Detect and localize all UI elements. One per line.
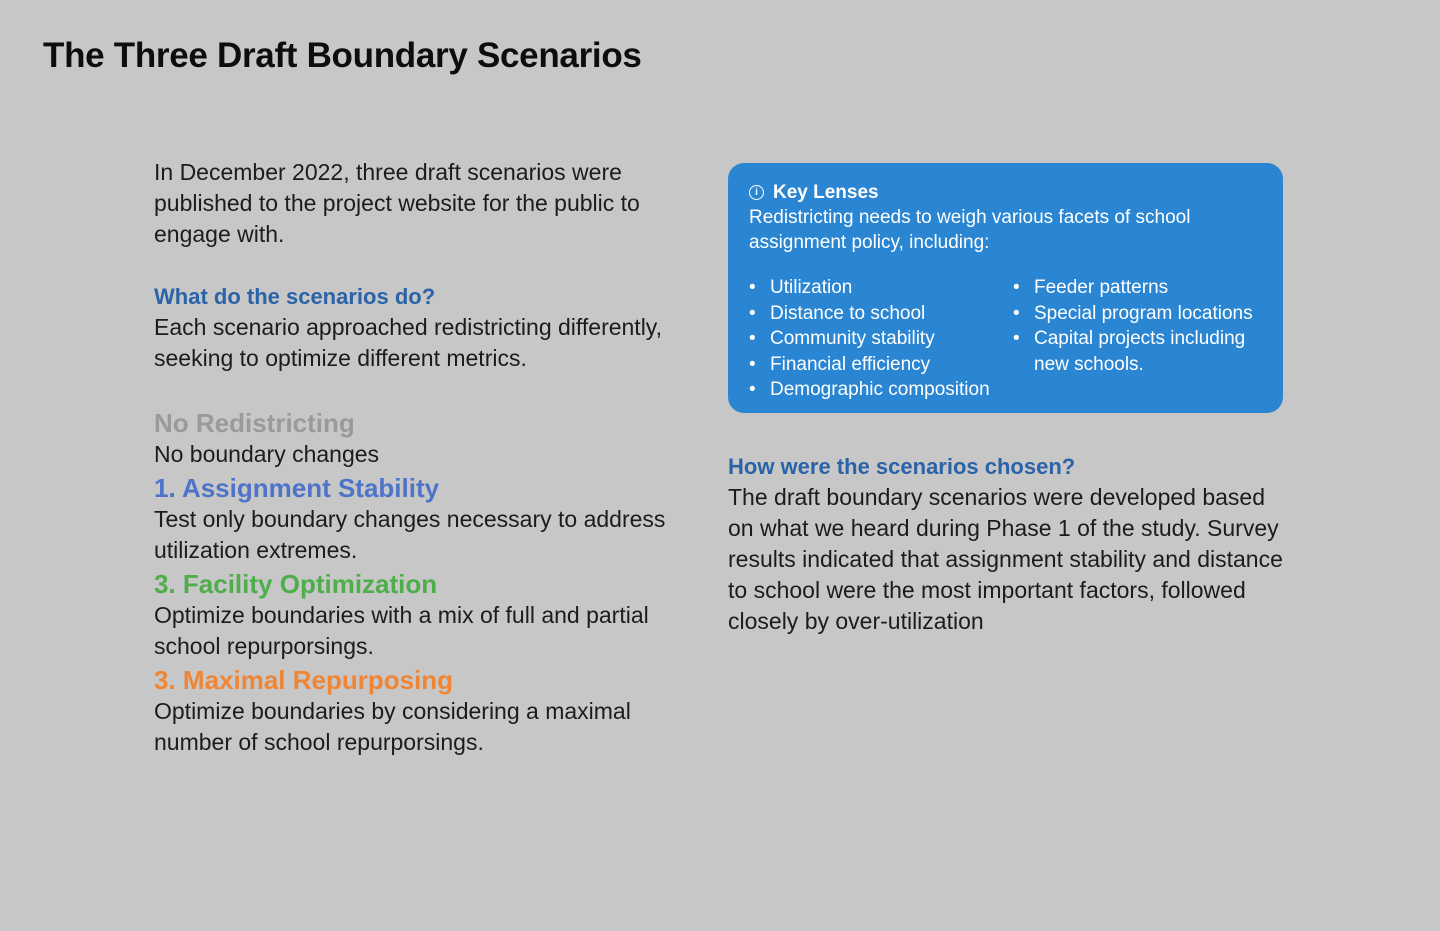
- scenario-title: 1. Assignment Stability: [154, 473, 440, 503]
- scenario-facility-optimization: [154, 568, 699, 662]
- key-lenses-list-left: [749, 275, 1013, 403]
- scenarios-column: [154, 157, 699, 760]
- key-lenses-intro: Redistricting needs to weigh various facets of school assignment policy, including:: [749, 207, 1191, 253]
- scenario-description: Optimize boundaries by considering a maximal number of school repurporsings.: [154, 698, 631, 755]
- list-item: • Community stability: [749, 326, 1013, 352]
- list-item: • Capital projects including new schools.: [1013, 326, 1263, 377]
- key-lenses-heading: Key Lenses: [773, 182, 879, 203]
- key-lenses-list-right: [1013, 275, 1263, 403]
- scenario-title: No Redistricting: [154, 408, 355, 438]
- scenarios-chosen-heading: How were the scenarios chosen?: [728, 454, 1076, 479]
- key-lenses-callout: [728, 163, 1283, 413]
- scenario-description: Optimize boundaries with a mix of full and partial school repurporsings.: [154, 602, 649, 659]
- key-lenses-lists: [749, 275, 1263, 403]
- context-column: [728, 163, 1283, 637]
- key-lenses-header: [749, 180, 1263, 205]
- page-title: The Three Draft Boundary Scenarios: [43, 36, 642, 75]
- intro-paragraph: In December 2022, three draft scenarios were published to the project website for the public to engage with.: [154, 159, 640, 247]
- scenario-no-redistricting: [154, 407, 699, 470]
- scenario-title: 3. Facility Optimization: [154, 569, 438, 599]
- scenario-description: Test only boundary changes necessary to address utilization extremes.: [154, 506, 666, 563]
- scenario-assignment-stability: [154, 472, 699, 566]
- scenario-title: 3. Maximal Repurposing: [154, 665, 454, 695]
- what-scenarios-do-text: Each scenario approached redistricting differently, seeking to optimize different metrics.: [154, 314, 662, 371]
- info-icon: i: [749, 185, 764, 200]
- list-item: • Financial efficiency: [749, 352, 1013, 378]
- list-item: • Demographic composition: [749, 377, 1013, 403]
- scenario-maximal-repurposing: [154, 664, 699, 758]
- scenario-description: No boundary changes: [154, 441, 380, 467]
- list-item: • Feeder patterns: [1013, 275, 1263, 301]
- list-item: • Utilization: [749, 275, 1013, 301]
- scenarios-chosen-section: [728, 451, 1283, 637]
- scenarios-chosen-text: The draft boundary scenarios were developed based on what we heard during Phase 1 of the study. Survey results indicated that assignment stability and distance to school were the most important factors, followed closely by over-utilization: [728, 484, 1283, 634]
- list-item: • Distance to school: [749, 301, 1013, 327]
- list-item: • Special program locations: [1013, 301, 1263, 327]
- what-scenarios-do-heading: What do the scenarios do?: [154, 284, 436, 309]
